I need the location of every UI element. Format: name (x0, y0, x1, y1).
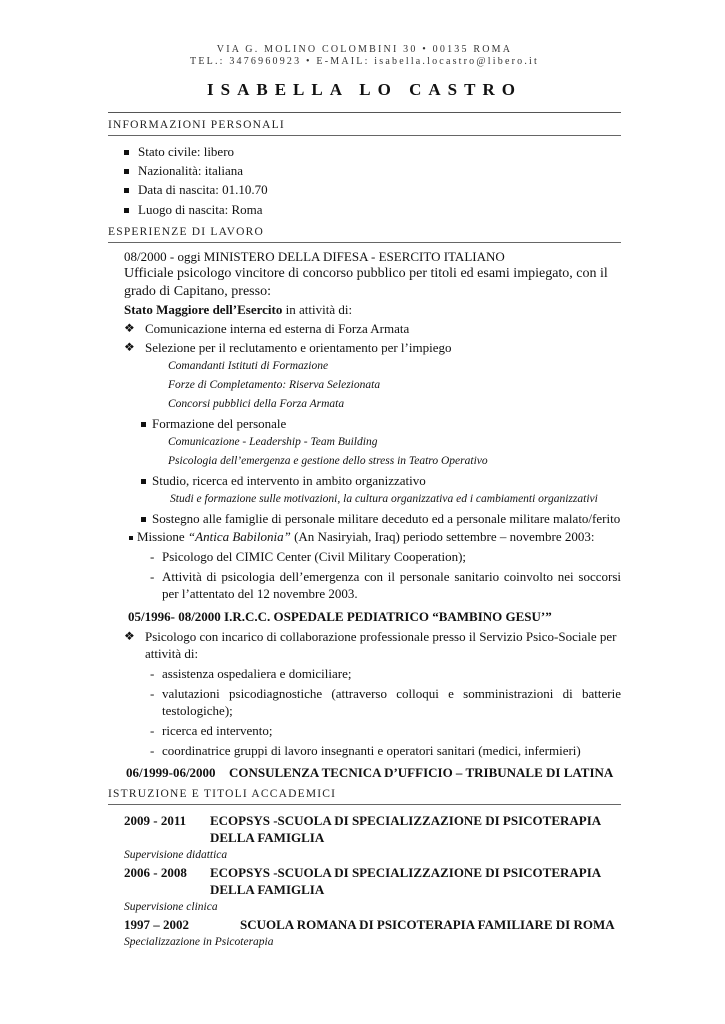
dash-bullet: - (150, 722, 155, 738)
job2-description: ❖ Psicologo con incarico di collaborazione professionale presso il Servizio Psico-Sociale per attività di: (124, 628, 617, 661)
cv-page (108, 0, 621, 951)
education-item (108, 916, 621, 951)
address-line: VIA G. MOLINO COLOMBINI 30 • 00135 ROMA (216, 44, 513, 55)
diamond-bullet-icon: ❖ (124, 628, 135, 643)
job3-title: CONSULENZA TECNICA D’UFFICIO – TRIBUNALE DI LATINA (229, 764, 614, 780)
cv-name: ISABELLA LO CASTRO (207, 80, 522, 99)
education-note: Supervisione clinica (124, 900, 218, 913)
sub-item: Concorsi pubblici della Forza Armata (168, 397, 345, 410)
education-dates: 2006 - 2008 (124, 864, 187, 880)
education-dates: 1997 – 2002 (124, 916, 189, 932)
contacts-line: TEL.: 3476960923 • E-MAIL: isabella.locastro@libero.it (190, 56, 539, 67)
education-item (108, 864, 621, 916)
diamond-bullet-icon: ❖ (124, 320, 135, 335)
job3-row (108, 765, 621, 780)
job1-bullet-5: Sostegno alle famiglie di personale militare deceduto ed a personale militare malato/ferito (108, 509, 621, 528)
personal-info-list (108, 142, 621, 219)
education-dates: 2009 - 2011 (124, 812, 187, 828)
job1-header: 08/2000 - oggi MINISTERO DELLA DIFESA - ESERCITO ITALIANO (124, 248, 505, 264)
list-item: Luogo di nascita: Roma (108, 200, 621, 219)
dash-bullet: - (150, 665, 155, 681)
job1-description: Ufficiale psicologo vincitore di concorso pubblico per titoli ed esami impiegato, con il grado di Capitano, presso: (124, 265, 608, 299)
job1-bullet-4: Studio, ricerca ed intervento in ambito organizzativo (108, 471, 621, 490)
dash-bullet: - (150, 742, 155, 758)
job2-item-2: - valutazioni psicodiagnostiche (attraverso colloqui e somministrazioni di batterie testologiche); (150, 685, 621, 718)
job1-mission: Missione “Antica Babilonia” (An Nasiryiah, Iraq) periodo settembre – novembre 2003: (108, 528, 621, 546)
job1-org: Stato Maggiore dell’Esercito (124, 301, 283, 317)
list-item: Stato civile: libero (108, 142, 621, 161)
education-name: ECOPSYS -SCUOLA DI SPECIALIZZAZIONE DI PSICOTERAPIA DELLA FAMIGLIA (210, 812, 601, 845)
education-name: ECOPSYS -SCUOLA DI SPECIALIZZAZIONE DI PSICOTERAPIA DELLA FAMIGLIA (210, 864, 601, 897)
list-item: Nazionalità: italiana (108, 161, 621, 180)
sub-item: Forze di Completamento: Riserva Selezionata (168, 378, 381, 391)
section-title-personal: INFORMAZIONI PERSONALI (108, 113, 621, 136)
dash-bullet: - (150, 685, 155, 701)
sub-item: Comandanti Istituti di Formazione (168, 359, 329, 372)
job1-org-suffix: in attività di: (282, 301, 353, 317)
sub-item: Studi e formazione sulle motivazioni, la cultura organizzativa ed i cambiamenti organizzativi (170, 492, 598, 505)
dash-bullet: - (150, 568, 155, 584)
sub-item: Comunicazione - Leadership - Team Building (168, 435, 378, 448)
job1-bullet-1: ❖ Comunicazione interna ed esterna di Forza Armata (124, 320, 410, 336)
education-item (108, 812, 621, 864)
section-title-education: ISTRUZIONE E TITOLI ACCADEMICI (108, 782, 621, 805)
mission-item-1: - Psicologo del CIMIC Center (Civil Military Cooperation); (150, 548, 467, 564)
section-title-work: ESPERIENZE DI LAVORO (108, 220, 621, 243)
job2-item-3: - ricerca ed intervento; (150, 722, 273, 738)
education-note: Specializzazione in Psicoterapia (124, 935, 274, 948)
job2-item-1: - assistenza ospedaliera e domiciliare; (150, 665, 352, 681)
job1-block (108, 248, 621, 319)
list-item: Data di nascita: 01.10.70 (108, 180, 621, 199)
education-note: Supervisione didattica (124, 848, 228, 861)
sub-item: Psicologia dell’emergenza e gestione dello stress in Teatro Operativo (168, 454, 488, 467)
square-bullet-icon (129, 536, 133, 540)
diamond-bullet-icon: ❖ (124, 339, 135, 354)
job1-org-line (124, 301, 621, 319)
job1-bullet-2: ❖ Selezione per il reclutamento e orientamento per l’impiego (124, 339, 452, 355)
job2-item-4: - coordinatrice gruppi di lavoro insegnanti e operatori sanitari (medici, infermieri) (150, 742, 581, 758)
dash-bullet: - (150, 548, 155, 564)
education-name: SCUOLA ROMANA DI PSICOTERAPIA FAMILIARE DI ROMA (240, 916, 615, 932)
job2-header: 05/1996- 08/2000 I.R.C.C. OSPEDALE PEDIATRICO “BAMBINO GESU’” (128, 608, 552, 624)
job3-dates: 06/1999-06/2000 (126, 764, 216, 780)
mission-item-2: - Attività di psicologia dell’emergenza con il personale sanitario coinvolto nei soccorsi per l’attentato del 12 novembre 2003. (150, 568, 621, 601)
job1-bullet-3: Formazione del personale (108, 414, 621, 433)
